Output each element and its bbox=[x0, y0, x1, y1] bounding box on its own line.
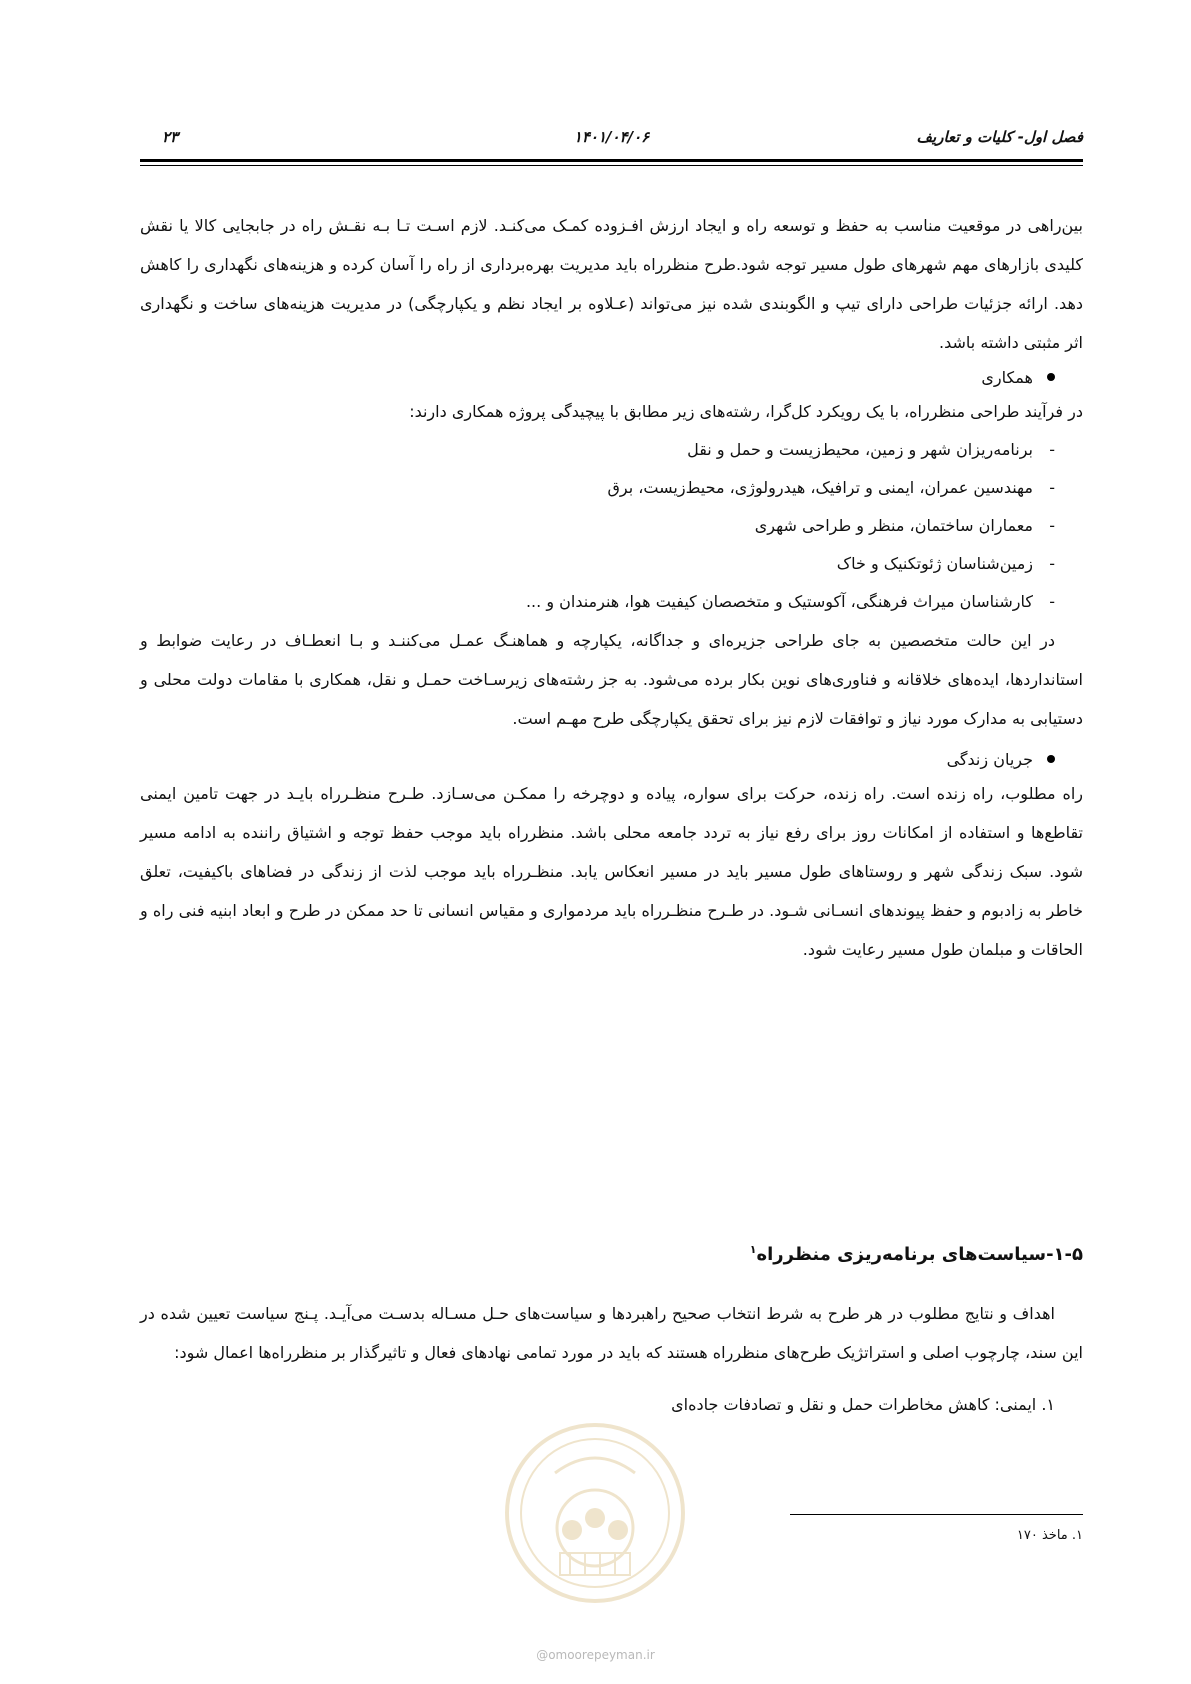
list-item: -برنامه‌ریزان شهر و زمین، محیط‌زیست و حمل و نقل bbox=[687, 440, 1055, 459]
bullet-title: جریان زندگی bbox=[946, 749, 1033, 769]
footnote-rule bbox=[790, 1514, 1083, 1515]
bullet-dot-icon bbox=[1047, 373, 1055, 381]
section-heading: ۱-۵-سیاست‌های برنامه‌ریزی منظرراه$^۱$ bbox=[749, 1243, 1083, 1265]
cooperation-closing: در این حالت متخصصین به جای طراحی جزیره‌ای و جداگانه، یکپارچه و هماهنـگ عمـل می‌کننـد و بـا انعطـاف در رعایت ضوابط و استانداردها، ایده‌های خلاقانه و فناوری‌های نوین بکار برده می‌شود. به جز رشته‌های زیرسـاخت حمـل و نقل، همکاری با مقامات دولت محلی و دستیابی به مدارک مورد نیاز و توافقات لازم نیز برای تحقق یکپارچگی طرح مهـم است. bbox=[140, 631, 1083, 728]
bullet-title: همکاری bbox=[981, 367, 1033, 387]
body-text bbox=[140, 206, 1083, 969]
chapter-title: فصل اول- کلیات و تعاریف bbox=[916, 128, 1083, 146]
section-5 bbox=[140, 1235, 1083, 1422]
disciplines-list bbox=[140, 431, 1083, 621]
header-rule-thick bbox=[140, 159, 1083, 162]
life-flow-text: راه مطلوب، راه زنده است. راه زنده، حرکت برای سواره، پیاده و دوچرخه را ممکـن می‌سـازد. طـرح منظـرراه بایـد در جهت تامین ایمنی تقاطع‌ها و استفاده از امکانات روز برای رفع نیاز به تردد جامعه محلی باشد. منظرراه باید موجب حفظ توجه و اشتیاق راننده به ادامه مسیر شود. سبک زندگی شهر و روستاهای طول مسیر باید در مسیر انعکاس یابد. منظـرراه باید موجب لذت از زندگی در فضاهای باکیفیت، تعلق خاطر به زادبوم و حفظ پیوندهای انسـانی شـود. در طـرح منظـرراه باید مردمواری و مقیاس انسانی تا حد ممکن در طرح و ابعاد ابنیه فنی راه و الحاقات و مبلمان طول مسیر رعایت شود. bbox=[140, 784, 1083, 959]
page-header bbox=[140, 128, 1083, 158]
page-number: ۲۳ bbox=[162, 128, 179, 146]
list-item: -زمین‌شناسان ژئوتکنیک و خاک bbox=[836, 554, 1055, 573]
list-item: -معماران ساختمان، منظر و طراحی شهری bbox=[754, 516, 1055, 535]
watermark-url: @omoorepeyman.ir bbox=[536, 1648, 655, 1662]
list-item: -کارشناسان میراث فرهنگی، آکوستیک و متخصصان کیفیت هوا، هنرمندان و ... bbox=[525, 592, 1055, 611]
header-rule-thin bbox=[140, 165, 1083, 166]
bullet-intro: در فرآیند طراحی منظرراه، با یک رویکرد کل‌گرا، رشته‌های زیر مطابق با پیچیدگی پروژه همکاری دارند: bbox=[409, 402, 1083, 421]
heading-footnote-marker: ۱ bbox=[749, 1243, 757, 1256]
bullet-life-flow bbox=[140, 744, 1083, 774]
bullet-dot-icon bbox=[1047, 755, 1055, 763]
footnote: ۱. ماخذ ۱۷۰ bbox=[1016, 1528, 1083, 1543]
header-date: ۱۴۰۱/۰۴/۰۶ bbox=[573, 128, 650, 146]
bullet-cooperation bbox=[140, 362, 1083, 392]
numbered-item: ۱. ایمنی: کاهش مخاطرات حمل و نقل و تصادفات جاده‌ای bbox=[671, 1395, 1055, 1414]
section-text: اهداف و نتایج مطلوب در هر طرح به شرط انتخاب صحیح راهبردها و سیاست‌های حـل مسـاله بدسـت می‌آیـد. پـنج سیاست تعیین شده در این سند، چارچوب اصلی و استراتژیک طرح‌های منظرراه هستند که باید در مورد تمامی نهادهای فعال و تاثیرگذار بر منظرراه‌ها اعمال شود: bbox=[140, 1304, 1083, 1362]
watermark-seal-icon bbox=[500, 1418, 690, 1608]
paragraph-1: بین‌راهی در موقعیت مناسب به حفظ و توسعه راه و ایجاد ارزش افـزوده کمـک می‌کنـد. لازم اسـت تـا بـه نقـش راه در جابجایی کالا یا نقش کلیدی بازارهای مهم شهرهای طول مسیر توجه شود.طرح منظرراه باید مدیریت بهره‌برداری از راه را آسان کرده و هزینه‌های نگهداری را کاهش دهد. ارائه جزئیات طراحی دارای تیپ و الگوبندی شده نیز می‌تواند (عـلاوه بر ایجاد نظم و یکپارچگی) در مدیریت هزینه‌های ساخت و نگهداری اثر مثبتی داشته باشد. bbox=[140, 216, 1083, 352]
list-item: -مهندسین عمران، ایمنی و ترافیک، هیدرولوژی، محیط‌زیست، برق bbox=[607, 478, 1055, 497]
